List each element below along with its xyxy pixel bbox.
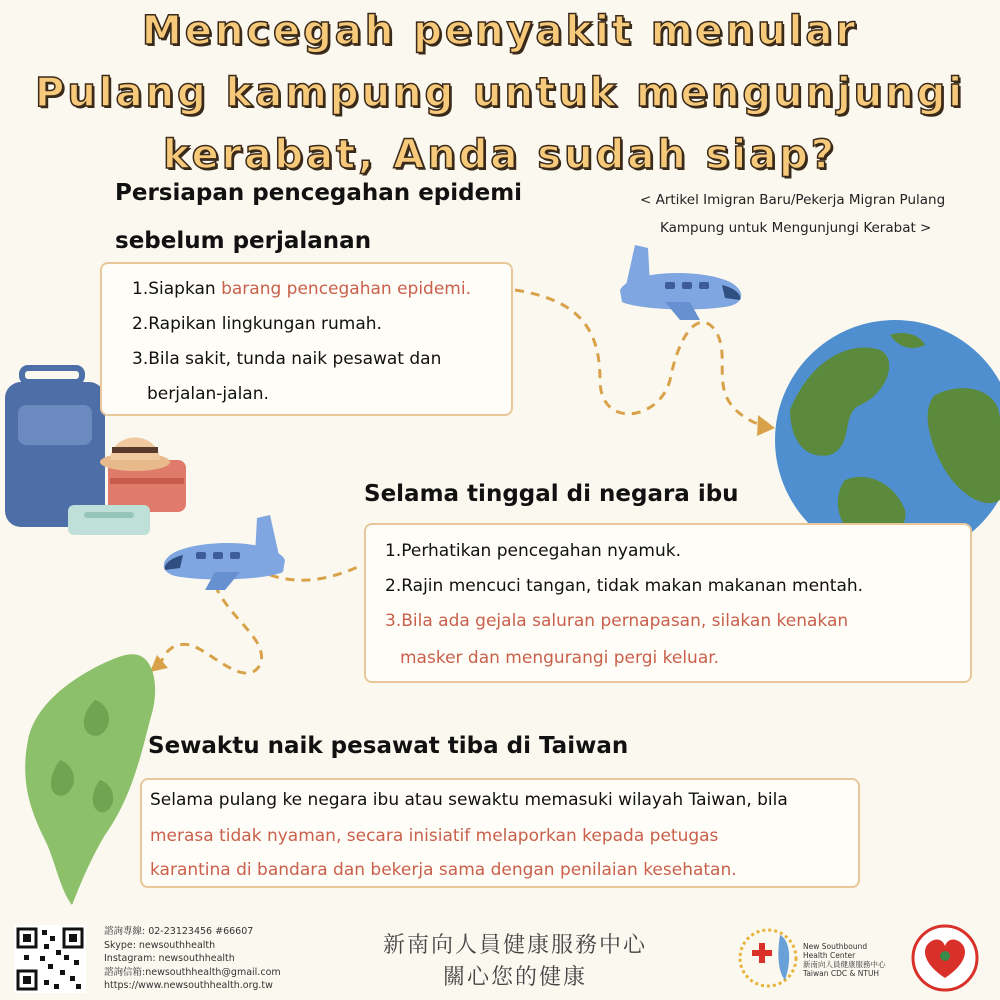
dashed-path-top — [515, 290, 760, 425]
footer-logo-text: New Southbound Health Center 新南向人員健康服務中心 Taiwan CDC & NTUH — [803, 942, 886, 978]
section2-item-2: 2.Rajin mencuci tangan, tidak makan makanan mentah. — [385, 576, 864, 596]
footer-website[interactable]: https://www.newsouthhealth.org.tw — [104, 980, 273, 991]
dashed-path-middle — [270, 565, 362, 580]
section3-heading: Sewaktu naik pesawat tiba di Taiwan — [148, 733, 629, 759]
section2-item-3-line-1: 3.Bila ada gejala saluran pernapasan, silakan kenakan — [385, 611, 849, 631]
arrow-head-top-icon — [757, 415, 775, 436]
dashed-path-bottom — [160, 585, 262, 673]
footer-hotline: 諮詢專線: 02-23123456 #66607 — [104, 926, 254, 937]
section1-item-3-line-1: 3.Bila sakit, tunda naik pesawat dan — [132, 349, 442, 369]
footer-instagram: Instagram: newsouthhealth — [104, 953, 235, 964]
arrow-head-bottom-icon — [150, 655, 168, 672]
section3-line-1: Selama pulang ke negara ibu atau sewaktu memasuki wilayah Taiwan, bila — [150, 790, 788, 810]
title-line-2: Pulang kampung untuk mengunjungi — [35, 70, 965, 116]
partner-seal-icon — [913, 926, 977, 990]
section1-heading-line-1: Persiapan pencegahan epidemi — [115, 180, 523, 206]
footer-slogan: 關心您的健康 — [442, 965, 587, 990]
subtitle-line-1: < Artikel Imigran Baru/Pekerja Migran Pulang — [640, 192, 946, 208]
qr-code-icon — [14, 925, 86, 993]
footer-center-name: 新南向人員健康服務中心 — [382, 933, 647, 958]
title-line-3: kerabat, Anda sudah siap? — [163, 132, 837, 178]
section2-item-1: 1.Perhatikan pencegahan nyamuk. — [385, 541, 681, 561]
health-center-logo-icon — [740, 930, 796, 986]
section2-heading: Selama tinggal di negara ibu — [364, 481, 739, 507]
section1-item-2: 2.Rapikan lingkungan rumah. — [132, 314, 382, 334]
section1-item-1: 1.Siapkan barang pencegahan epidemi. — [132, 279, 471, 299]
section3-line-3: karantina di bandara dan bekerja sama dengan penilaian kesehatan. — [150, 860, 737, 880]
subtitle-line-2: Kampung untuk Mengunjungi Kerabat > — [660, 220, 932, 236]
section2-item-3-line-2: masker dan mengurangi pergi keluar. — [400, 648, 720, 668]
airplane-top-icon — [620, 245, 741, 320]
footer-contact-info — [104, 925, 281, 993]
footer-skype: Skype: newsouthhealth — [104, 939, 216, 951]
section3-line-2: merasa tidak nyaman, secara inisiatif melaporkan kepada petugas — [150, 826, 719, 846]
footer-email[interactable]: 諮詢信箱:newsouthhealth@gmail.com — [104, 966, 281, 978]
airplane-middle-icon — [164, 515, 285, 590]
section1-item-3-line-2: berjalan-jalan. — [147, 384, 269, 404]
taiwan-map-icon — [25, 654, 155, 905]
title-line-1: Mencegah penyakit menular — [141, 8, 859, 54]
section1-heading-line-2: sebelum perjalanan — [115, 228, 372, 254]
